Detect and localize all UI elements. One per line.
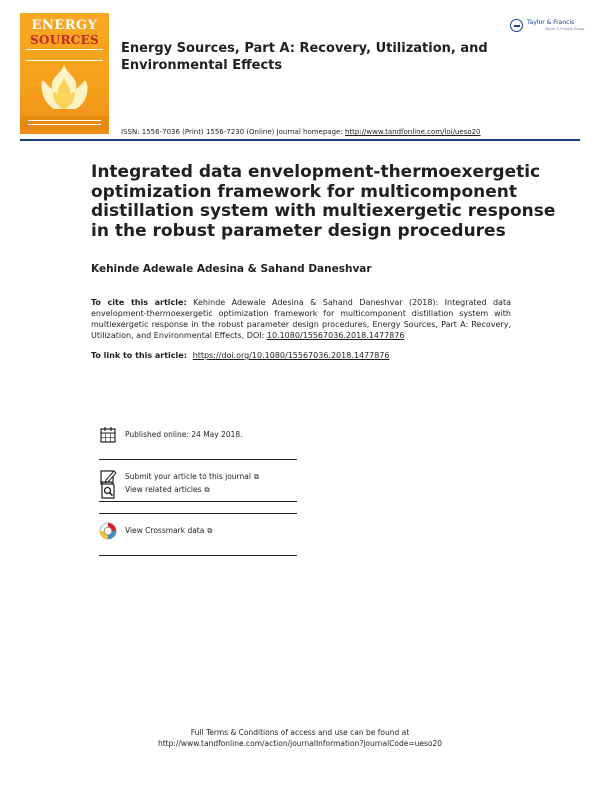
journal-cover-image	[20, 13, 109, 134]
related-articles-icon	[99, 481, 117, 499]
crossmark-row[interactable]	[99, 519, 297, 543]
crossmark-label[interactable]	[125, 526, 212, 536]
citation-block	[91, 297, 511, 341]
article-doi-url[interactable]: https://doi.org/10.1080/15567036.2018.1477876	[192, 351, 390, 360]
calendar-icon	[99, 426, 117, 444]
issn-line	[121, 128, 481, 136]
footer-terms	[0, 727, 600, 749]
article-title: Integrated data envelopment-thermoexergetic optimization framework for multicomponent distillation system with multiexergetic response in the robust parameter design procedures	[91, 162, 556, 241]
publisher-logo[interactable]	[510, 17, 585, 37]
external-link-icon: ⧉	[207, 527, 213, 535]
related-articles-label[interactable]	[125, 485, 210, 495]
published-online-row	[99, 423, 297, 447]
publisher-logo-name: Taylor & Francis	[527, 19, 575, 26]
article-link-line	[91, 351, 390, 360]
related-articles-row[interactable]	[99, 478, 297, 502]
cover-title-line2: SOURCES	[29, 33, 100, 47]
cover-bottom-band	[20, 116, 109, 130]
related-articles-text[interactable]: View related articles	[125, 485, 202, 494]
citation-label: To cite this article:	[91, 298, 187, 307]
citation-text: Kehinde Adewale Adesina & Sahand Daneshvar (2018): Integrated data envelopment-thermoexergetic optimization framework for multicomponent distillation system with multiexergetic response in the robust parameter design procedures, Energy Sources, Part A: Recovery, Utilization, and Environmental Effects, DOI:	[91, 298, 511, 340]
article-authors: Kehinde Adewale Adesina & Sahand Daneshvar	[91, 263, 372, 275]
link-label: To link to this article:	[91, 351, 190, 360]
header-divider	[20, 139, 580, 141]
cover-title-line1: ENERGY	[31, 18, 98, 33]
publisher-logo-group: Taylor & Francis Group	[545, 27, 585, 31]
crossmark-icon	[99, 522, 117, 540]
footer-terms-link[interactable]: http://www.tandfonline.com/action/journalInformation?journalCode=ueso20	[157, 739, 443, 748]
external-link-icon: ⧉	[253, 473, 259, 481]
footer-line1: Full Terms & Conditions of access and use can be found at	[190, 728, 410, 737]
taylor-francis-icon	[510, 19, 523, 32]
info-divider	[99, 459, 297, 460]
info-divider	[99, 555, 297, 556]
crossmark-text[interactable]: View Crossmark data	[125, 526, 205, 535]
citation-doi-link[interactable]: 10.1080/15567036.2018.1477876	[266, 331, 405, 340]
cover-subtitle-band	[26, 49, 103, 61]
external-link-icon: ⧉	[204, 486, 210, 494]
published-online-label: Published online: 24 May 2018.	[125, 430, 243, 439]
submit-article-text[interactable]: Submit your article to this journal	[125, 472, 251, 481]
info-divider	[99, 513, 297, 514]
issn-text: ISSN: 1556-7036 (Print) 1556-7230 (Online) Journal homepage:	[121, 128, 345, 136]
journal-homepage-link[interactable]: http://www.tandfonline.com/loi/ueso20	[344, 128, 481, 136]
flame-icon	[30, 63, 99, 111]
journal-title: Energy Sources, Part A: Recovery, Utilization, and Environmental Effects	[121, 41, 488, 73]
